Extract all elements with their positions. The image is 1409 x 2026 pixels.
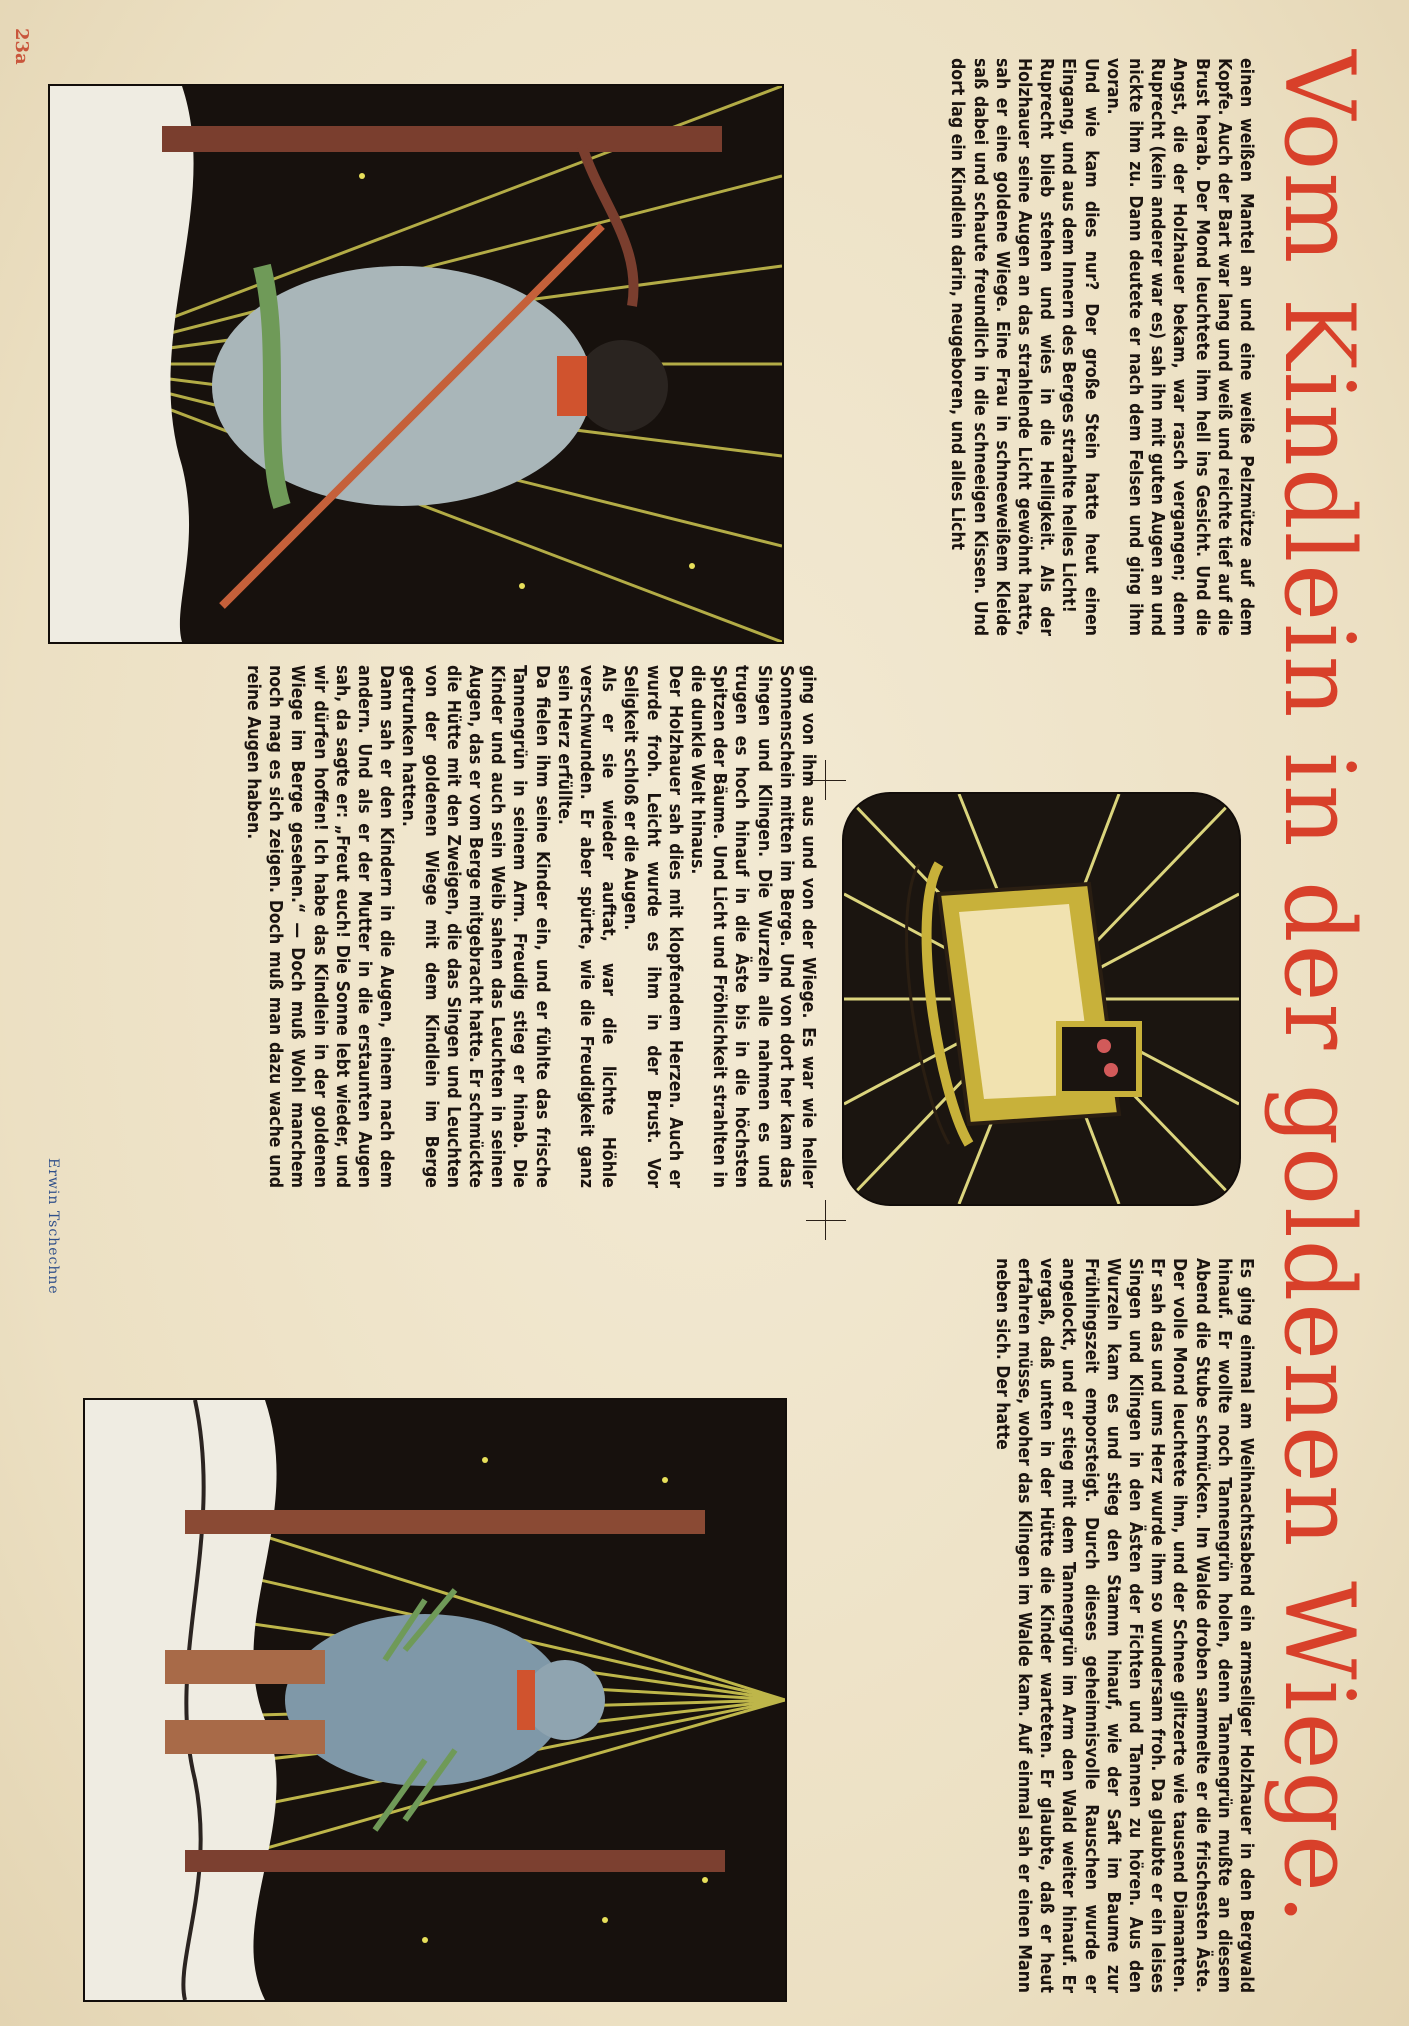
text-column-1	[791, 1258, 1257, 1993]
ruprecht-woodcut-image	[50, 86, 782, 642]
woodcutter-woodcut-image	[85, 1400, 785, 2000]
woodcutter-illustration	[83, 1398, 787, 2002]
paragraph: Dann sah er den Kindern in die Augen, einem nach dem andern. Und als er der Mutter in die erstaunten Augen sah, da sagte er: „Freut euch! Die Sonne lebt wieder, und wir dürfen hoffen! Ich habe das Kindlein in der goldenen Wiege im Berge gesehen.“ — Doch muß Wohl manchem noch mag es sich zeigen. Doch muß man dazu wache und reine Augen haben.	[242, 665, 397, 1188]
text-column-3	[242, 665, 819, 1188]
golden-cradle-illustration	[842, 792, 1241, 1206]
paragraph: ging von ihm aus und von der Wiege. Es war wie heller Sonnenschein mitten im Berge. Und von dort her kam das Singen und Klingen. Die Wurzeln alle nahmen es und trugen es hoch hinauf in die Äste bis in die höchsten Spitzen der Bäume. Und Licht und Fröhlichkeit strahlten in die dunkle Welt hinaus.	[686, 665, 818, 1188]
author-signature: Erwin Tschechne	[45, 1158, 61, 1295]
paragraph: Da fielen ihm seine Kinder ein, und er fühlte das frische Tannengrün in seinem Arm. Freudig stieg er hinab. Die Kinder und auch sein Weib sahen das Leuchten in seinen Augen, das er vom Berge mitgebracht hatte. Er schmückte die Hütte mit den Zweigen, die das Singen und Leuchten von der goldenen Wiege mit dem Kindlein im Berge getrunken hatten.	[398, 665, 552, 1188]
paragraph: Ruprecht blieb stehen und wies in die Helligkeit. Als der Holzhauer seine Augen an das strahlende Licht gewöhnt hatte, sah er eine goldene Wiege. Eine Frau in schneeweißem Kleide saß dabei und schaute freundlich in die schneeigen Kissen. Und dort lag ein Kindlein darin, neugeboren, und alles Licht	[947, 58, 1057, 636]
text-column-2	[817, 58, 1257, 636]
ruprecht-illustration	[48, 84, 784, 644]
paragraph: einen weißen Mantel an und eine weiße Pelzmütze auf dem Kopfe. Auch der Bart war lang und weiß und reichte tief auf die Brust herab. Der Mond leuchtete ihm hell ins Gesicht. Und die Angst, die der Holzhauer bekam, war rasch vergangen; denn Ruprecht (kein anderer war es) sah ihn mit guten Augen an und nickte ihm zu. Dann deutete er nach dem Felsen und ging ihm voran.	[1102, 58, 1256, 636]
paragraph: Und wie kam dies nur? Der große Stein hatte heut einen Eingang, und aus dem Innern des Berges strahlte helles Licht!	[1058, 58, 1101, 636]
story-title: Vom Kindlein in der goldenen Wiege.	[1263, 50, 1375, 1927]
paragraph: Es ging einmal am Weihnachtsabend ein armseliger Holzhauer in den Bergwald hinauf. Er wollte noch Tannengrün holen, denn Tannengrün mußte an diesem Abend die Stube schmücken. Im Walde droben sammelte er die frischesten Äste. Der volle Mond leuchtete ihm, und der Schnee glitzerte wie tausend Diamanten. Er sah das und ums Herz wurde ihm so wundersam froh. Da glaubte er ein leises Singen und Klingen in den Ästen der Fichten und Tannen zu hören. Aus den Wurzeln kam es und stieg den Stamm hinauf, wie der Saft im Baume zur Frühlingszeit emporsteigt. Durch dieses geheimnisvolle Rauschen wurde er angelockt, und er stieg mit dem Tannengrün im Arm den Wald weiter hinauf. Er vergaß, daß unten in der Hütte die Kinder warteten. Er glaubte, daß er heut erfahren müsse, woher das Klingen im Walde kam. Auf einmal sah er einen Mann neben sich. Der hatte	[991, 1258, 1256, 1993]
paragraph: Der Holzhauer sah dies mit klopfendem Herzen. Auch er wurde froh. Leicht wurde es ihm in der Brust. Vor Seligkeit schloß er die Augen.	[620, 665, 685, 1188]
cradle-woodcut-image	[844, 794, 1239, 1204]
crop-mark	[806, 1220, 846, 1221]
page-number: 23a	[11, 28, 32, 65]
paragraph: Als er sie wieder auftat, war die lichte Höhle verschwunden. Er aber spürte, wie die Freudigkeit ganz sein Herz erfüllte.	[553, 665, 619, 1188]
